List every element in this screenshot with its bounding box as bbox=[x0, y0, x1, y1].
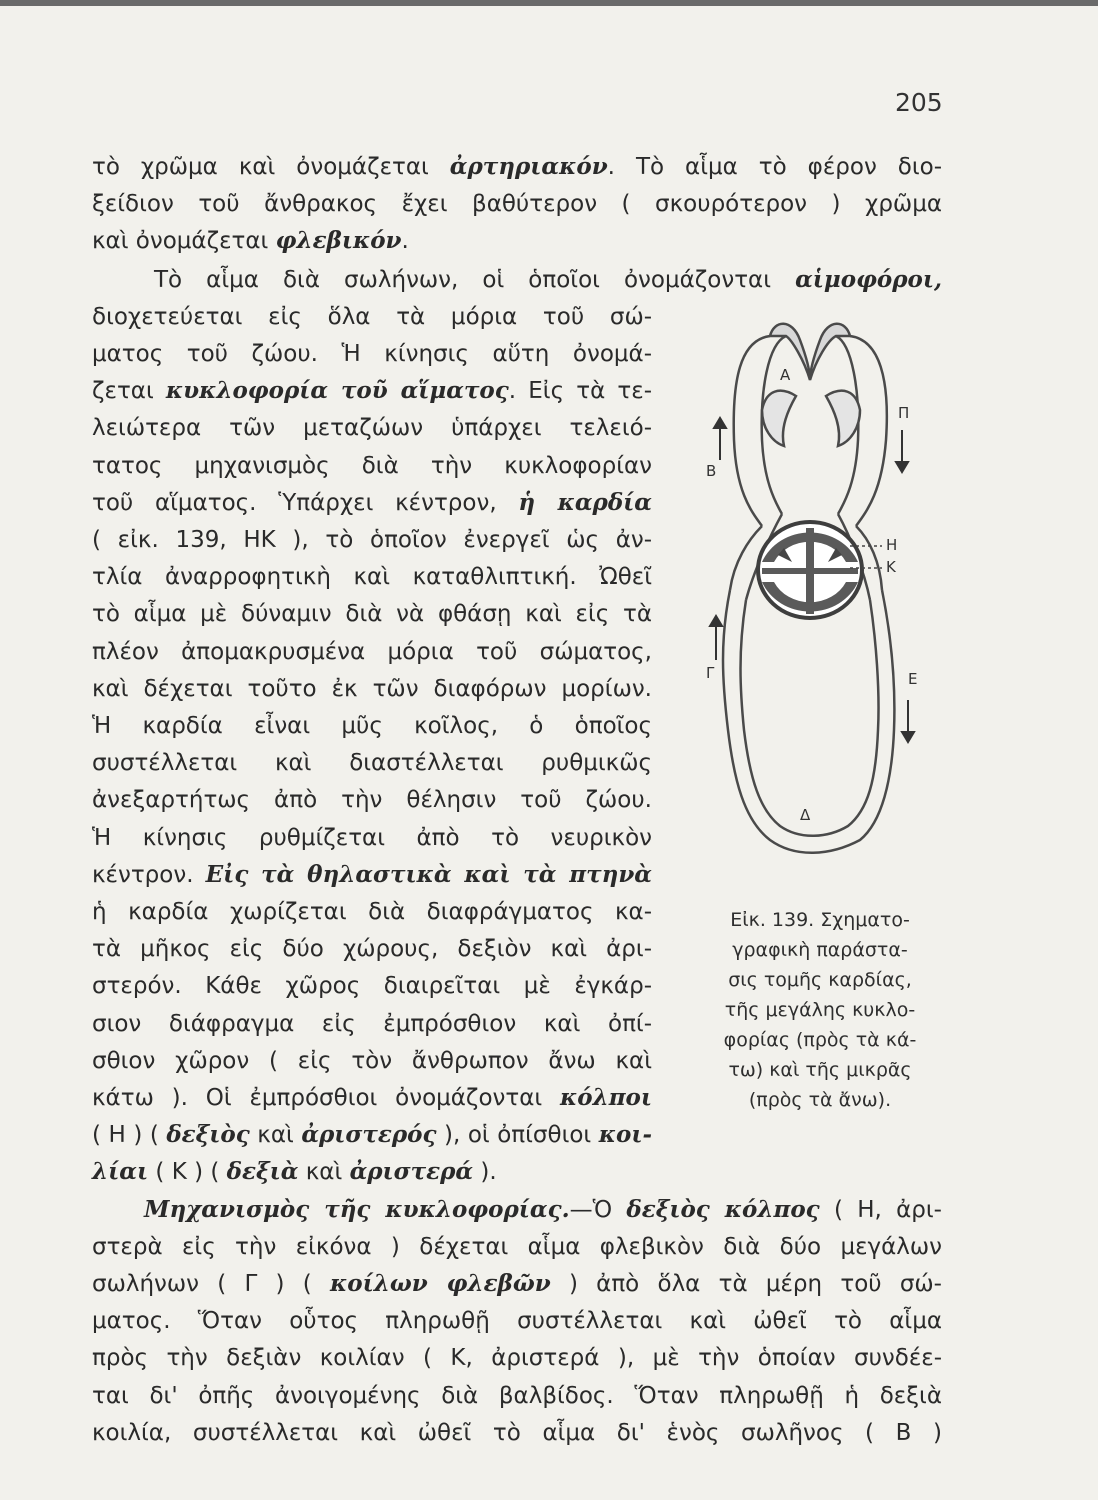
text-run: ἡ καρδία χωρίζεται διὰ διαφράγματος κα- bbox=[92, 899, 652, 925]
text-line bbox=[92, 1118, 652, 1152]
text-run: τοῦ αἵματος. Ὑπάρχει κέντρον, bbox=[92, 490, 519, 516]
emphasized-term: ἡ καρδία bbox=[518, 489, 652, 516]
text-run: Ἡ καρδία εἶναι μῦς κοῖλος, ὁ ὁποῖος bbox=[92, 713, 652, 739]
label-E: Ε bbox=[908, 670, 918, 688]
text-line bbox=[92, 374, 652, 408]
text-line bbox=[92, 1267, 942, 1301]
emphasized-term: ἀρτηριακόν bbox=[449, 153, 608, 180]
caption-line: Εἰκ. 139. Σχηματο- bbox=[730, 909, 910, 931]
text-line bbox=[92, 150, 942, 184]
text-line bbox=[92, 1230, 942, 1264]
text-run: ἀνεξαρτήτως ἀπὸ τὴν θέλησιν τοῦ ζώου. bbox=[92, 787, 652, 813]
page-top-edge bbox=[0, 0, 1098, 6]
text-line bbox=[144, 1193, 942, 1227]
text-line bbox=[92, 449, 652, 483]
text-run: . bbox=[401, 228, 409, 254]
text-line bbox=[92, 1155, 652, 1189]
text-line bbox=[92, 1044, 652, 1078]
text-run: ) ἀπὸ ὅλα τὰ μέρη τοῦ σώ- bbox=[550, 1271, 942, 1297]
emphasized-term: φλεβικόν bbox=[275, 227, 402, 254]
emphasized-term: κοίλων φλεβῶν bbox=[329, 1270, 551, 1297]
label-K: Κ bbox=[886, 558, 896, 576]
text-line bbox=[92, 895, 652, 929]
text-line bbox=[92, 746, 652, 780]
text-run: ται δι' ὀπῆς ἀνοιγομένης διὰ βαλβίδος. Ὅταν πληρωθῇ ἡ δεξιὰ bbox=[92, 1383, 942, 1409]
text-run: διοχετεύεται εἰς ὅλα τὰ μόρια τοῦ σώ- bbox=[92, 304, 652, 330]
text-run: πρὸς τὴν δεξιὰν κοιλίαν ( Κ, ἀριστερά ), μὲ τὴν ὁποίαν συνδέε- bbox=[92, 1345, 942, 1371]
emphasized-term: Εἰς τὰ θηλαστικὰ καὶ τὰ πτηνὰ bbox=[205, 861, 652, 888]
caption-line: τω) καὶ τῆς μικρᾶς bbox=[728, 1059, 912, 1081]
text-run: ( Η ) ( bbox=[92, 1122, 167, 1148]
text-run: σωλήνων ( Γ ) ( bbox=[92, 1271, 330, 1297]
text-line bbox=[92, 821, 652, 855]
emphasized-term: κόλποι bbox=[559, 1084, 652, 1111]
text-run: λειώτερα τῶν μεταζώων ὑπάρχει τελειό- bbox=[92, 415, 652, 441]
text-run: τλία ἀναρροφητικὴ καὶ καταθλιπτική. Ὠθεῖ bbox=[92, 564, 652, 590]
caption-line: σις τομῆς καρδίας, bbox=[728, 969, 912, 991]
text-run: τατος μηχανισμὸς διὰ τὴν κυκλοφορίαν bbox=[92, 453, 652, 479]
text-run: ), οἱ ὀπίσθιοι bbox=[436, 1122, 599, 1148]
caption-line: φορίας (πρὸς τὰ κά- bbox=[723, 1029, 917, 1051]
heart-circulation-diagram bbox=[700, 300, 940, 900]
text-run: καὶ bbox=[298, 1159, 350, 1185]
text-line bbox=[92, 523, 652, 557]
text-line bbox=[154, 263, 942, 297]
text-run: καὶ δέχεται τοῦτο ἐκ τῶν διαφόρων μορίων. bbox=[92, 676, 652, 702]
caption-line: γραφικὴ παράστα- bbox=[732, 939, 908, 961]
text-line bbox=[92, 969, 652, 1003]
emphasized-term: ἀριστερός bbox=[301, 1121, 437, 1148]
text-run: τὸ αἷμα μὲ δύναμιν διὰ νὰ φθάσῃ καὶ εἰς τὰ bbox=[92, 601, 652, 627]
text-line bbox=[92, 635, 652, 669]
text-line bbox=[92, 783, 652, 817]
text-line bbox=[92, 224, 942, 258]
text-line bbox=[92, 560, 652, 594]
text-run: ( Κ ) ( bbox=[148, 1159, 227, 1185]
text-line bbox=[92, 1416, 942, 1450]
emphasized-term: δεξιὸς bbox=[166, 1121, 250, 1148]
text-run: ματος. Ὅταν οὗτος πληρωθῇ συστέλλεται καὶ ὠθεῖ τὸ αἷμα bbox=[92, 1308, 942, 1334]
text-run: κοιλία, συστέλλεται καὶ ὠθεῖ τὸ αἷμα δι' ἑνὸς σωλῆνος ( Β ) bbox=[92, 1420, 942, 1446]
text-line bbox=[92, 1007, 652, 1041]
emphasized-term: δεξιὰ bbox=[226, 1158, 299, 1185]
text-line bbox=[92, 932, 652, 966]
text-run: —Ὁ bbox=[569, 1197, 627, 1223]
text-line bbox=[92, 1341, 942, 1375]
text-run: κέντρον. bbox=[92, 862, 206, 888]
text-run: . Εἰς τὰ τε- bbox=[508, 378, 652, 404]
text-run: στερόν. Κάθε χῶρος διαιρεῖται μὲ ἐγκάρ- bbox=[92, 973, 652, 999]
emphasized-term: λίαι bbox=[92, 1158, 149, 1185]
emphasized-term: κυκλοφορία τοῦ αἵματος bbox=[165, 377, 509, 404]
text-run: . Τὸ αἷμα τὸ φέρον διο- bbox=[607, 154, 942, 180]
text-line bbox=[92, 486, 652, 520]
emphasized-term: κοι- bbox=[598, 1121, 652, 1148]
text-line bbox=[92, 1304, 942, 1338]
text-run: τὸ χρῶμα καὶ ὀνομάζεται bbox=[92, 154, 450, 180]
text-run: Ἡ κίνησις ρυθμίζεται ἀπὸ τὸ νευρικὸν bbox=[92, 825, 652, 851]
text-run: τὰ μῆκος εἰς δύο χώρους, δεξιὸν καὶ ἀρι- bbox=[92, 936, 652, 962]
text-run: ( εἰκ. 139, ΗΚ ), τὸ ὁποῖον ἐνεργεῖ ὡς ἀν- bbox=[92, 527, 652, 553]
text-run: ζεται bbox=[92, 378, 166, 404]
text-line bbox=[92, 1081, 652, 1115]
text-run: κάτω ). Οἱ ἐμπρόσθιοι ὀνομάζονται bbox=[92, 1085, 560, 1111]
emphasized-term: Μηχανισμὸς τῆς κυκλοφορίας. bbox=[144, 1196, 570, 1223]
text-run: καὶ ὀνομάζεται bbox=[92, 228, 276, 254]
text-run: σθιον χῶρον ( εἰς τὸν ἄνθρωπον ἄνω καὶ bbox=[92, 1048, 652, 1074]
text-line bbox=[92, 411, 652, 445]
text-line bbox=[92, 858, 652, 892]
caption-line: (πρὸς τὰ ἄνω). bbox=[748, 1089, 892, 1111]
label-A: Α bbox=[780, 366, 791, 384]
label-P: Π bbox=[898, 404, 910, 422]
text-run: συστέλλεται καὶ διαστέλλεται ρυθμικῶς bbox=[92, 750, 652, 776]
emphasized-term: αἱμοφόροι, bbox=[795, 266, 942, 293]
text-run: καὶ bbox=[249, 1122, 302, 1148]
text-line bbox=[92, 1379, 942, 1413]
label-H: Η bbox=[886, 536, 898, 554]
text-run: Τὸ αἷμα διὰ σωλήνων, οἱ ὁποῖοι ὀνομάζονται bbox=[154, 267, 796, 293]
text-run: ματος τοῦ ζώου. Ἡ κίνησις αὕτη ὀνομά- bbox=[92, 341, 652, 367]
text-line bbox=[92, 672, 652, 706]
text-line bbox=[92, 337, 652, 371]
text-line bbox=[92, 709, 652, 743]
text-run: στερὰ εἰς τὴν εἰκόνα ) δέχεται αἷμα φλεβικὸν διὰ δύο μεγάλων bbox=[92, 1234, 942, 1260]
text-run: ξείδιον τοῦ ἄνθρακος ἔχει βαθύτερον ( σκουρότερον ) χρῶμα bbox=[92, 191, 942, 217]
text-line bbox=[92, 187, 942, 221]
text-run: σιον διάφραγμα εἰς ἐμπρόσθιον καὶ ὀπί- bbox=[92, 1011, 652, 1037]
label-D: Δ bbox=[800, 806, 811, 824]
caption-line: τῆς μεγάλης κυκλο- bbox=[724, 999, 916, 1021]
text-run: ( Η, ἀρι- bbox=[819, 1197, 942, 1223]
page-number: 205 bbox=[895, 88, 943, 117]
label-G: Γ bbox=[706, 664, 715, 682]
text-line bbox=[92, 300, 652, 334]
text-run: πλέον ἀπομακρυσμένα μόρια τοῦ σώματος, bbox=[92, 639, 652, 665]
text-run: ). bbox=[473, 1159, 497, 1185]
emphasized-term: ἀριστερά bbox=[349, 1158, 474, 1185]
text-line bbox=[92, 597, 652, 631]
emphasized-term: δεξιὸς κόλπος bbox=[626, 1196, 820, 1223]
label-B: Β bbox=[706, 462, 717, 480]
